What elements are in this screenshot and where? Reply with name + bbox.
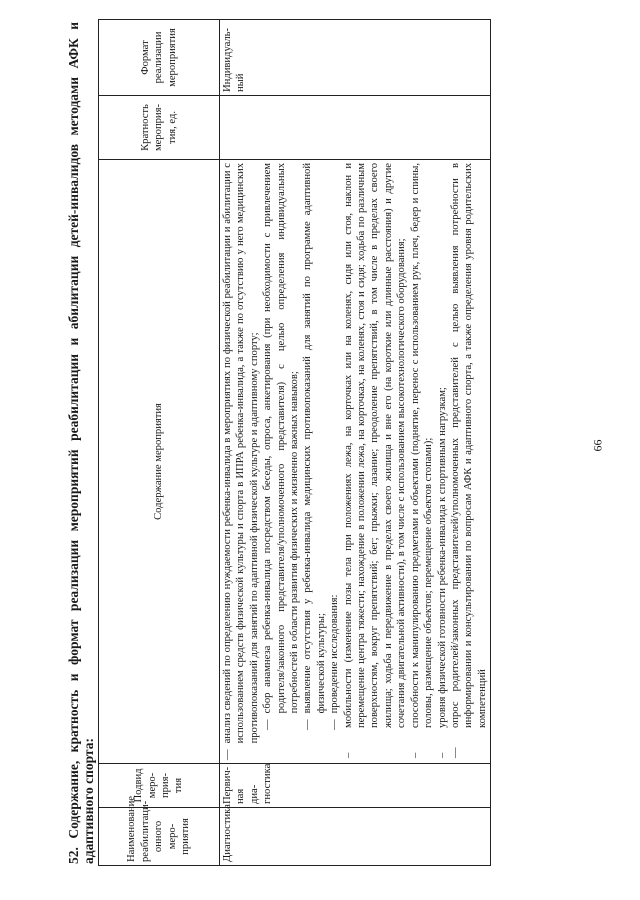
- content-subitem: [342, 163, 409, 760]
- cell-content: [220, 160, 491, 764]
- cell-activity-name: Диагностика: [220, 808, 491, 866]
- section-title: 52. Содержание, кратность и формат реализации мероприятий реабилитации и абилитации детей-инвалидов методами АФК и адаптивного спорта:: [66, 22, 96, 864]
- cell-frequency: [220, 96, 491, 160]
- content-text: анализ сведений по определению нуждаемости ребенка-инвалида в мероприятиях по физической реабилитации и абилитации с использованием средств физической культуры и спорта в ИПРА ребенка-инвалида, а также по отсутствию у него медицинских противопоказаний для занятий по адаптивной физической культуре и адаптивному спорту;: [222, 163, 260, 744]
- content-text: опрос родителей/законных представителей/уполномоченных представителей с целью выявления потребности в информировании и консультировании по вопросам АФК и адаптивного спорта, а также определения уровня родительских компетенций: [449, 163, 488, 728]
- dash-mark: —: [222, 749, 233, 760]
- dash-mark: –: [436, 752, 448, 758]
- activities-table: [98, 19, 491, 866]
- content-text: уровня физической готовности ребенка-инвалида к спортивным нагрузкам;: [436, 387, 448, 728]
- content-subitem: [409, 163, 436, 760]
- content-text: выявление отсутствия у ребенка-инвалида медицинских противопоказаний для занятий по программе адаптивной физической культуры;: [302, 163, 327, 714]
- header-content: Содержание мероприятия: [99, 160, 220, 764]
- content-text: мобильности (изменение позы тела при положениях лежа, на корточках или на коленях, сидя или стоя, наклон и перемещение центра тяжести; нахождение в положении лежа, на корточках, на коленях, стоя и сидя; ходьба по различным поверхностям, вокруг препятствий; бег; прыжки; лазание; преодоление препятствий, в том числе в пределах своего жилища; ходьба и передвижение в пределах своего жилища и вне его (на короткие или длинные расстояния) и другие сочетания двигательной активности), в том числе с использованием высокотехнологического оборудования;: [342, 163, 408, 728]
- content-item: [221, 163, 261, 760]
- cell-subtype: Первич-ная диа-гностика: [220, 764, 491, 808]
- dash-mark: —: [449, 747, 461, 758]
- header-frequency: Кратность мероприя-тия, ед.: [99, 96, 220, 160]
- content-subitem: [449, 163, 489, 760]
- dash-mark: —: [302, 719, 314, 730]
- dash-mark: –: [409, 752, 421, 758]
- landscape-page: [64, 20, 624, 866]
- header-activity-name: Наименование реабилитаци-онного меро-приятия: [99, 808, 220, 866]
- table-header-row: [99, 20, 220, 866]
- content-text: способности к манипулированию предметами и объектами (поднятие, перенос с использованием рук, плеч, бедер и спины, головы, размещение объектов; перемещение объектов стопами);: [409, 163, 435, 728]
- dash-mark: —: [262, 719, 274, 730]
- cell-format: Индивидуаль-ный: [220, 20, 491, 96]
- dash-mark: –: [342, 752, 354, 758]
- content-item: [328, 163, 341, 760]
- table-row: [220, 20, 491, 866]
- header-format: Формат реализации мероприятия: [99, 20, 220, 96]
- dash-mark: —: [329, 719, 341, 730]
- content-text: проведение исследования:: [329, 594, 341, 714]
- page-number: 66: [590, 439, 605, 452]
- header-subtype: Подвид меро-прия-тия: [99, 764, 220, 808]
- content-item: [261, 163, 301, 760]
- content-subitem: [436, 163, 449, 760]
- content-item: [301, 163, 328, 760]
- content-text: сбор анамнеза ребенка-инвалида посредством беседы, опроса, анкетирования (при необходимости с привлечением родителя/законного представителя/уполномоченного представителя) с целью определения индивидуальных потребностей в области развития физических и жизненно важных навыков;: [262, 163, 301, 714]
